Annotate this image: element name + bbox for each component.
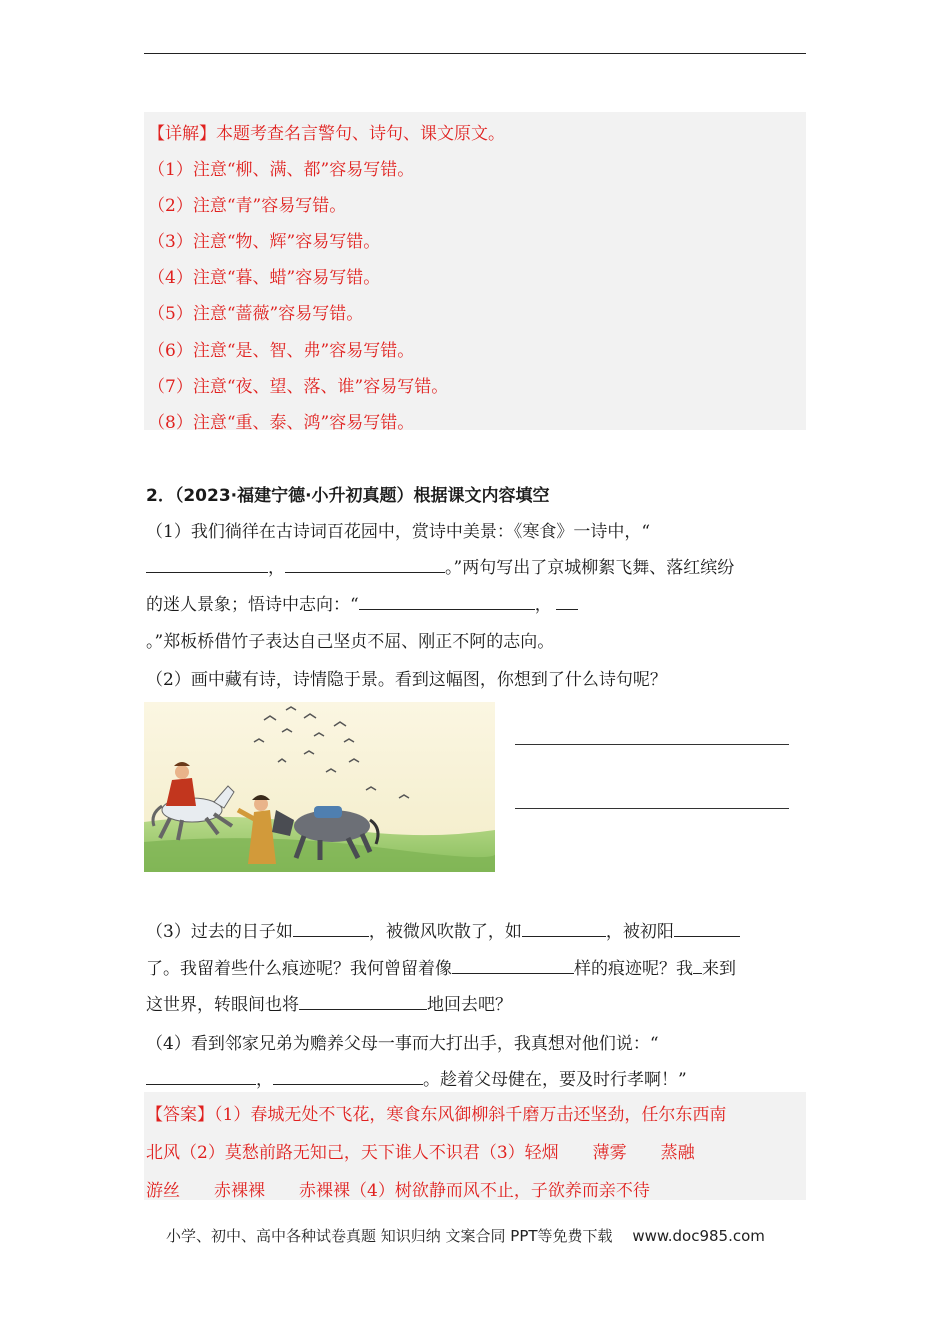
q-part1-line2 [146,553,734,578]
footer-text: 小学、初中、高中各种试卷真题 知识归纳 文案合同 PPT等免费下载 www.doc985.com [166,1227,765,1245]
text-run: 来到 [702,959,736,979]
q-part4-line1: （4）看到邻家兄弟为赡养父母一事而大打出手，我真想对他们说：“ [146,1034,659,1054]
detail-line: （6）注意“是、智、弗”容易写错。 [148,341,415,361]
answer-line: 游丝 赤裸裸 赤裸裸（4）树欲静而风不止，子欲养而亲不待 [146,1181,650,1201]
fill-blank[interactable] [273,1066,423,1085]
text-run: 样的痕迹呢？我 [574,959,693,979]
fill-blank[interactable] [556,591,578,610]
painting-image [144,702,495,872]
q-part2-line: （2）画中藏有诗，诗情隐于景。看到这幅图，你想到了什么诗句呢？ [146,670,667,690]
fill-blank[interactable] [293,918,369,937]
painting-svg [144,702,495,872]
text-run: 。”两句写出了京城柳絮飞舞、落红缤纷 [445,558,735,578]
detail-line: （1）注意“柳、满、都”容易写错。 [148,160,415,180]
q-part1-line3 [146,590,578,615]
comma: ， [256,1070,273,1090]
text-run: 了。我留着些什么痕迹呢？我何曾留着像 [146,959,452,979]
text-run: （3）过去的日子如 [146,922,293,942]
detail-line: 【详解】本题考查名言警句、诗句、课文原文。 [148,124,505,144]
comma: ， [268,558,285,578]
q-part3-line1 [146,917,740,942]
answer-line: 北风（2）莫愁前路无知己，天下谁人不识君（3）轻烟 薄雾 蒸融 [146,1143,695,1163]
fill-blank[interactable] [674,918,740,937]
text-run: 地回去吧？ [427,995,512,1015]
q-part3-line2 [146,954,736,979]
text-run: 。趁着父母健在，要及时行孝啊！” [423,1070,687,1090]
detail-line: （4）注意“暮、蜡”容易写错。 [148,268,381,288]
header-rule [144,53,806,54]
detail-line: （5）注意“蔷薇”容易写错。 [148,304,364,324]
q-part4-line2 [146,1065,687,1090]
fill-blank[interactable] [146,1066,256,1085]
detail-line: （3）注意“物、辉”容易写错。 [148,232,381,252]
detail-line: （7）注意“夜、望、落、谁”容易写错。 [148,377,449,397]
answer-write-line[interactable] [515,808,789,809]
answer-write-line[interactable] [515,744,789,745]
fill-blank[interactable] [299,991,427,1010]
q-part1-line1: （1）我们徜徉在古诗词百花园中，赏诗中美景：《寒食》一诗中，“ [146,522,651,542]
text-run: 这世界，转眼间也将 [146,995,299,1015]
detail-line: （8）注意“重、泰、鸿”容易写错。 [148,413,415,433]
text-run: ，被初阳 [605,922,674,942]
answer-box [144,1092,806,1200]
fill-blank[interactable] [359,591,535,610]
text-run: ，被微风吹散了，如 [368,922,522,942]
comma: ， [534,595,552,615]
fill-blank[interactable] [693,955,702,974]
detail-line: （2）注意“青”容易写错。 [148,196,347,216]
fill-blank[interactable] [146,554,268,573]
question-title: 2．（2023·福建宁德·小升初真题）根据课文内容填空 [146,486,550,506]
fill-blank[interactable] [522,918,606,937]
text-run: 的迷人景象；悟诗中志向：“ [146,595,359,615]
q-part1-line4: 。”郑板桥借竹子表达自己坚贞不屈、刚正不阿的志向。 [146,632,555,652]
answer-line: 【答案】（1）春城无处不飞花，寒食东风御柳斜千磨万击还坚劲，任尔东西南 [146,1105,727,1125]
fill-blank[interactable] [452,955,574,974]
detail-box [144,112,806,433]
fill-blank[interactable] [285,554,445,573]
q-part3-line3 [146,990,512,1015]
